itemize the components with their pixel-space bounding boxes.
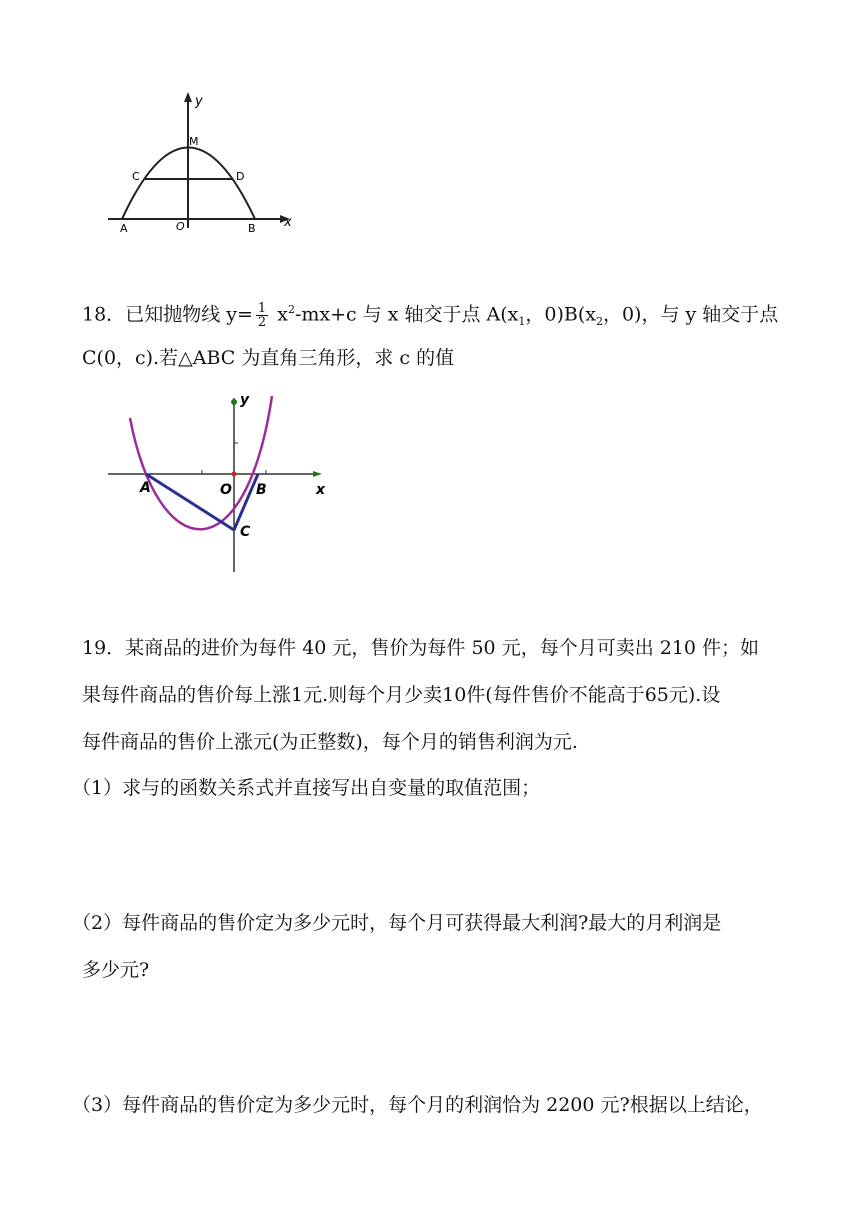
q18-text-c: -mx+c 与 x 轴交于点 A(x bbox=[294, 303, 519, 326]
label-b: B bbox=[248, 222, 256, 235]
label-d: D bbox=[236, 170, 245, 183]
q19-part2-line2: 多少元? bbox=[82, 959, 150, 981]
label-o: O bbox=[220, 482, 232, 498]
q19-part1: （1）求与的函数关系式并直接写出自变量的取值范围； bbox=[72, 777, 541, 799]
q18-text-e: ，0)，与 y 轴交于点 bbox=[602, 303, 779, 326]
q18-sub2: 2 bbox=[595, 315, 603, 329]
q19-part3: （3）每件商品的售价定为多少元时，每个月的利润恰为 2200 元?根据以上结论， bbox=[72, 1094, 763, 1116]
origin-dot bbox=[232, 472, 237, 477]
x-axis-arrow bbox=[313, 471, 322, 477]
q18-text-b: x bbox=[271, 303, 288, 326]
q19-line1: 19．某商品的进价为每件 40 元，售价为每件 50 元，每个月可卖出 210 件；如 bbox=[82, 637, 760, 659]
q18-text-a: 已知抛物线 y= bbox=[125, 303, 253, 326]
q18-text-d: ，0)B(x bbox=[525, 303, 596, 326]
q19-part2-line1: （2）每件商品的售价定为多少元时，每个月可获得最大利润?最大的月利润是 bbox=[72, 912, 722, 934]
q18-line2: C(0，c).若△ABC 为直角三角形，求 c 的值 bbox=[82, 347, 455, 369]
q18-sup2: 2 bbox=[287, 303, 295, 316]
label-m: M bbox=[189, 135, 199, 148]
label-c: C bbox=[240, 524, 251, 540]
label-y: y bbox=[195, 94, 203, 109]
figure-parabola-chord bbox=[100, 88, 300, 238]
label-x: x bbox=[284, 215, 292, 230]
q18-sub1: 1 bbox=[518, 315, 526, 329]
q18-number: 18． bbox=[82, 303, 126, 326]
figure-parabola-triangle bbox=[100, 388, 340, 578]
q19-line2: 果每件商品的售价每上涨1元.则每个月少卖10件(每件售价不能高于65元).设 bbox=[82, 684, 721, 706]
label-b: B bbox=[256, 482, 267, 498]
y-axis-end-dot bbox=[231, 399, 237, 405]
y-axis-arrow bbox=[184, 92, 192, 102]
fraction-one-half bbox=[256, 302, 268, 329]
q19-line3: 每件商品的售价上涨元(为正整数)，每个月的销售利润为元. bbox=[82, 731, 578, 753]
label-x: x bbox=[316, 482, 326, 498]
fraction-denominator: 2 bbox=[257, 314, 267, 330]
q18-line1 bbox=[82, 298, 778, 334]
label-a: A bbox=[140, 480, 151, 496]
label-o: O bbox=[176, 220, 185, 233]
label-a: A bbox=[120, 222, 128, 235]
label-c: C bbox=[132, 170, 140, 183]
fraction-numerator: 1 bbox=[257, 300, 267, 316]
label-y: y bbox=[240, 392, 250, 408]
